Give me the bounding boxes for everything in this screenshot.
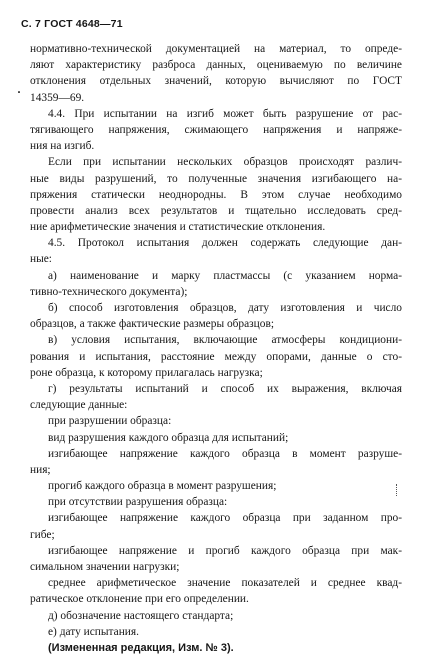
text-line: а) наименование и марку пластмассы (с указанием норма- xyxy=(48,269,402,282)
text-line: ляют характеристику разброса данных, оцениваемую по величине xyxy=(30,59,402,72)
text-line: при отсутствии разрушения образца: xyxy=(48,496,228,509)
text-line: изгибающее напряжение и прогиб каждого образца при мак- xyxy=(48,544,402,557)
text-line: 4.4. При испытании на изгиб может быть разрушение от рас- xyxy=(48,107,402,120)
page-header: С. 7 ГОСТ 4648—71 xyxy=(21,18,123,30)
text-line: прогиб каждого образца в момент разрушения; xyxy=(48,480,277,493)
text-line: симальном значении нагрузки; xyxy=(30,561,180,573)
text-line: при разрушении образца: xyxy=(48,415,172,428)
text-line: образцов, а также фактические размеры образцов; xyxy=(30,318,275,331)
text-line: нормативно-технической документацией на материал, то опреде- xyxy=(30,43,402,55)
text-line: тягивающего напряжения, сжимающего напряжения и напряже- xyxy=(30,123,402,136)
text-line: ния; xyxy=(30,463,51,476)
text-line: ратическое отклонение при его определении. xyxy=(30,593,249,606)
text-line: ние арифметические значения и статистические отклонения. xyxy=(30,221,326,234)
text-line: ные виды разрушений, то полученные значения изгибающего на- xyxy=(30,172,402,185)
document-body xyxy=(30,41,402,656)
margin-dot: · xyxy=(17,85,22,99)
text-line: пряжения статически неоднородны. В этом случае необходимо xyxy=(30,188,402,201)
text-line: изгибающее напряжение каждого образца в момент разруше- xyxy=(48,447,402,460)
text-line: в) условия испытания, включающие атмосферы кондициони- xyxy=(48,334,402,347)
amendment-note: (Измененная редакция, Изм. № 3). xyxy=(48,641,234,654)
text-line: 4.5. Протокол испытания должен содержать следующие дан- xyxy=(48,237,402,250)
text-line: д) обозначение настоящего стандарта; xyxy=(48,609,234,622)
text-line: ния на изгиб. xyxy=(30,140,95,153)
text-line: е) дату испытания. xyxy=(48,625,139,638)
text-line: рования и испытания, расстояние между опорами, данные о сто- xyxy=(30,350,402,363)
text-line: гибе; xyxy=(30,528,55,541)
text-line: следующие данные: xyxy=(30,399,128,412)
margin-mark xyxy=(396,484,400,496)
text-line: среднее арифметическое значение показателей и среднее квад- xyxy=(48,577,402,590)
text-line: отклонения отдельных значений, которую вычисляют по ГОСТ xyxy=(30,75,402,88)
text-line: роне образца, к которому прилагалась нагрузка; xyxy=(30,366,263,379)
text-line: тивно-технического документа); xyxy=(30,285,188,298)
text-line: изгибающее напряжение каждого образца при заданном про- xyxy=(48,512,402,525)
text-line: б) способ изготовления образцов, дату изготовления и число xyxy=(48,302,402,314)
text-line: ные: xyxy=(30,253,52,266)
text-line: Если при испытании нескольких образцов происходят различ- xyxy=(48,156,402,169)
text-line: провести анализ всех результатов и тщательно исследовать сред- xyxy=(30,204,402,217)
text-line: г) результаты испытаний и способ их выражения, включая xyxy=(48,382,402,395)
text-line: вид разрушения каждого образца для испытаний; xyxy=(48,431,289,444)
text-line: 14359—69. xyxy=(30,91,85,104)
